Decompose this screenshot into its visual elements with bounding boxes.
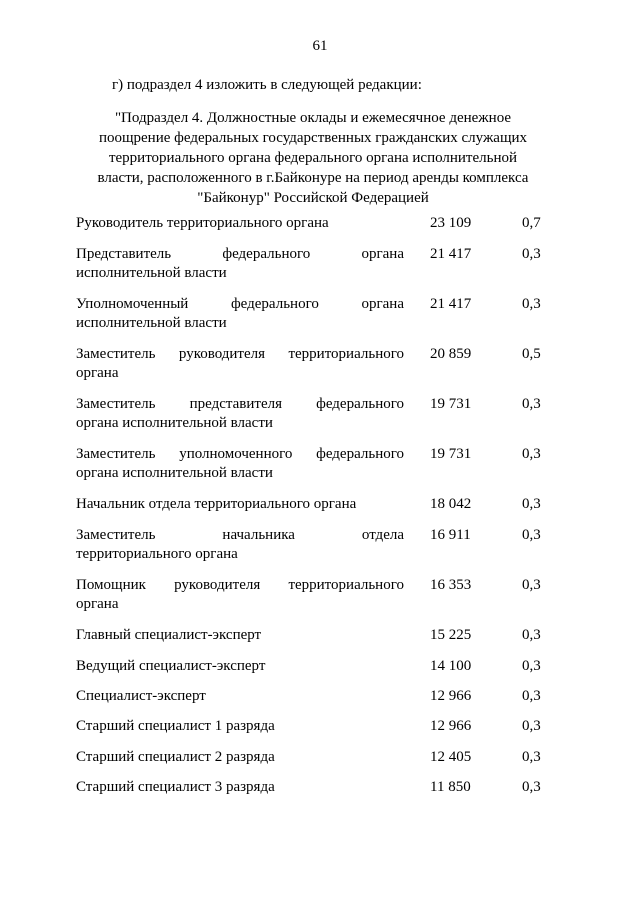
bonus-coefficient: 0,3 xyxy=(522,627,541,643)
position-title-line: Помощник руководителя территориального xyxy=(76,577,404,593)
table-row xyxy=(76,748,546,767)
position-title xyxy=(76,295,404,333)
salary-value: 20 859 xyxy=(430,346,472,362)
bonus-coefficient: 0,3 xyxy=(522,396,541,412)
bonus-coefficient: 0,3 xyxy=(522,718,541,734)
page-number: 61 xyxy=(312,38,328,54)
position-title-line: Заместитель представителя федерального xyxy=(76,396,404,412)
bonus-coefficient: 0,3 xyxy=(522,658,541,674)
salary-value: 21 417 xyxy=(430,246,472,262)
position-title-line: Ведущий специалист-эксперт xyxy=(76,658,266,674)
position-title xyxy=(76,395,404,433)
position-title xyxy=(76,778,404,797)
position-title-line: Уполномоченный федерального органа xyxy=(76,296,404,312)
bonus-coefficient: 0,7 xyxy=(522,215,541,231)
amendment-intro: г) подраздел 4 изложить в следующей редакции: xyxy=(112,77,422,93)
bonus-coefficient: 0,3 xyxy=(522,688,541,704)
table-row xyxy=(76,526,546,564)
position-title xyxy=(76,345,404,383)
position-title-line: исполнительной власти xyxy=(76,315,227,331)
salary-value: 14 100 xyxy=(430,658,472,674)
position-title xyxy=(76,748,404,767)
position-title-line: Специалист-эксперт xyxy=(76,688,206,704)
position-title-line: Начальник отдела территориального органа xyxy=(76,496,357,512)
table-row xyxy=(76,576,546,614)
bonus-coefficient: 0,3 xyxy=(522,749,541,765)
salary-value: 12 966 xyxy=(430,718,472,734)
salary-value: 12 405 xyxy=(430,749,472,765)
position-title-line: Старший специалист 2 разряда xyxy=(76,749,275,765)
position-title-line: Старший специалист 1 разряда xyxy=(76,718,275,734)
position-title-line: территориального органа xyxy=(76,546,238,562)
table-row xyxy=(76,445,546,483)
position-title xyxy=(76,214,404,233)
position-title-line: органа xyxy=(76,365,119,381)
bonus-coefficient: 0,3 xyxy=(522,446,541,462)
salary-value: 12 966 xyxy=(430,688,472,704)
table-row xyxy=(76,657,546,676)
bonus-coefficient: 0,3 xyxy=(522,577,541,593)
position-title xyxy=(76,687,404,706)
position-title-line: Старший специалист 3 разряда xyxy=(76,779,275,795)
salary-value: 21 417 xyxy=(430,296,472,312)
salary-value: 23 109 xyxy=(430,215,472,231)
table-row xyxy=(76,626,546,645)
position-title-line: Представитель федерального органа xyxy=(76,246,404,262)
salary-value: 19 731 xyxy=(430,396,472,412)
position-title-line: исполнительной власти xyxy=(76,265,227,281)
table-row xyxy=(76,345,546,383)
table-row xyxy=(76,717,546,736)
heading-line: "Подраздел 4. Должностные оклады и ежемесячное денежное xyxy=(114,110,512,126)
position-title-line: Главный специалист-эксперт xyxy=(76,627,262,643)
heading-line: власти, расположенного в г.Байконуре на период аренды комплекса xyxy=(97,170,529,186)
bonus-coefficient: 0,3 xyxy=(522,779,541,795)
table-row xyxy=(76,214,546,233)
salary-value: 19 731 xyxy=(430,446,472,462)
position-title xyxy=(76,445,404,483)
bonus-coefficient: 0,3 xyxy=(522,496,541,512)
position-title-line: Заместитель уполномоченного федерального xyxy=(76,446,404,462)
position-title xyxy=(76,576,404,614)
table-row xyxy=(76,295,546,333)
position-title xyxy=(76,626,404,645)
table-row xyxy=(76,495,546,514)
bonus-coefficient: 0,3 xyxy=(522,527,541,543)
position-title-line: органа исполнительной власти xyxy=(76,415,273,431)
salary-value: 18 042 xyxy=(430,496,472,512)
salary-value: 15 225 xyxy=(430,627,472,643)
subsection-heading xyxy=(76,108,550,208)
table-row xyxy=(76,245,546,283)
position-title-line: органа xyxy=(76,596,119,612)
table-row xyxy=(76,395,546,433)
heading-line: территориального органа федерального органа исполнительной xyxy=(108,150,518,166)
position-title-line: органа исполнительной власти xyxy=(76,465,273,481)
salary-value: 16 353 xyxy=(430,577,472,593)
salary-value: 11 850 xyxy=(430,779,471,795)
table-row xyxy=(76,778,546,797)
table-row xyxy=(76,687,546,706)
bonus-coefficient: 0,5 xyxy=(522,346,541,362)
position-title xyxy=(76,245,404,283)
bonus-coefficient: 0,3 xyxy=(522,246,541,262)
position-title-line: Заместитель начальника отдела xyxy=(76,527,404,543)
position-title xyxy=(76,495,404,514)
position-title-line: Заместитель руководителя территориального xyxy=(76,346,404,362)
position-title-line: Руководитель территориального органа xyxy=(76,215,329,231)
salary-value: 16 911 xyxy=(430,527,471,543)
bonus-coefficient: 0,3 xyxy=(522,296,541,312)
position-title xyxy=(76,717,404,736)
heading-line: поощрение федеральных государственных гражданских служащих xyxy=(98,130,528,146)
position-title xyxy=(76,526,404,564)
heading-line: "Байконур" Российской Федерацией xyxy=(197,190,429,206)
position-title xyxy=(76,657,404,676)
